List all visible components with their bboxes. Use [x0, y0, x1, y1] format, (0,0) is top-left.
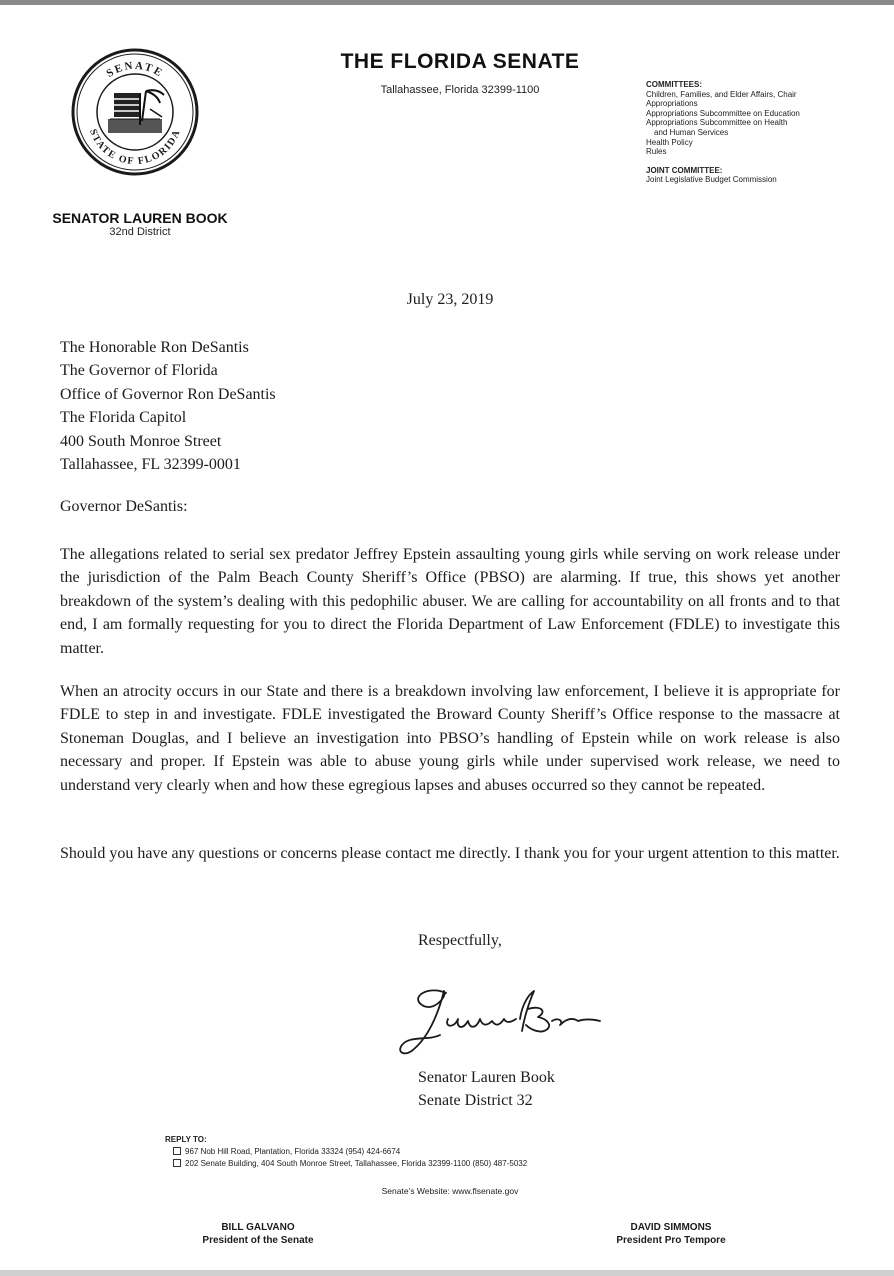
recipient-line: The Honorable Ron DeSantis [60, 339, 249, 356]
reply-line: 202 Senate Building, 404 South Monroe Street, Tallahassee, Florida 32399-1100 (850) 487-5032 [185, 1159, 528, 1168]
recipient-line: The Florida Capitol [60, 409, 187, 427]
recipient-line: The Governor of Florida [60, 362, 218, 380]
pro-tempore-name: DAVID SIMMONS [630, 1222, 712, 1233]
senate-seal-icon [70, 47, 200, 177]
reply-line: 967 Nob Hill Road, Plantation, Florida 33324 (954) 424-6674 [185, 1147, 401, 1156]
recipient-line: Office of Governor Ron DeSantis [60, 385, 276, 403]
joint-committee-item: Joint Legislative Budget Commission [646, 175, 777, 185]
sender-district: 32nd District [109, 226, 171, 238]
sender-name: SENATOR LAUREN BOOK [52, 210, 228, 226]
pro-tempore-title: President Pro Tempore [616, 1235, 726, 1246]
box-bullet-icon [173, 1147, 181, 1155]
committees-heading: COMMITTEES: [646, 80, 702, 89]
committee-item: Children, Families, and Elder Affairs, Chair [646, 89, 797, 99]
committees-list [646, 80, 886, 185]
bottom-border [0, 1270, 894, 1276]
signer-district: Senate District 32 [418, 1092, 533, 1110]
committee-item: Health Policy [646, 137, 693, 147]
body-paragraph: When an atrocity occurs in our State and there is a breakdown involving law enforcement, I believe it is appropriate for FDLE to step in and investigate. FDLE investigated the Broward County Sheriff’s Office response to the massacre at Stoneman Douglas, and I believe an investigation into PBSO’s handling of Epstein while on work release is also necessary and proper. If Epstein was able to abuse young girls while under supervised work release, we need to understand very clearly when and how these egregious lapses and abuses occurred so they cannot be repeated. [60, 683, 840, 794]
reply-heading: REPLY TO: [165, 1135, 207, 1144]
pro-tempore-block [561, 1221, 781, 1247]
top-border [0, 0, 894, 5]
joint-committee-heading: JOINT COMMITTEE: [646, 165, 723, 175]
seal-text-top: SENATE [104, 59, 166, 80]
committee-item: and Human Services [654, 127, 729, 137]
committee-item: Rules [646, 147, 667, 157]
letterhead-title: THE FLORIDA SENATE [340, 50, 580, 73]
recipient-address [60, 336, 276, 476]
committee-item: Appropriations Subcommittee on Health [646, 118, 788, 128]
body-paragraph: Should you have any questions or concerns please contact me directly. I thank you for your urgent attention to this matter. [60, 845, 840, 862]
recipient-line: 400 South Monroe Street [60, 432, 222, 450]
seal-text-bottom: STATE OF FLORIDA [87, 127, 183, 168]
signer-name: Senator Lauren Book [418, 1069, 555, 1086]
committee-item: Appropriations [646, 99, 698, 109]
letter-date: July 23, 2019 [406, 291, 494, 308]
box-bullet-icon [173, 1159, 181, 1167]
reply-to-block [165, 1134, 765, 1170]
recipient-line: Tallahassee, FL 32399-0001 [60, 456, 241, 474]
salutation: Governor DeSantis: [60, 498, 188, 515]
signer-block [418, 1066, 555, 1113]
handwritten-signature [388, 975, 618, 1063]
president-block [148, 1221, 368, 1247]
senate-website: Senate’s Website: www.flsenate.gov [381, 1186, 519, 1196]
president-name: BILL GALVANO [221, 1222, 295, 1233]
body-paragraph: The allegations related to serial sex predator Jeffrey Epstein assaulting young girls while serving on work release under the jurisdiction of the Palm Beach County Sheriff’s Office (PBSO) are alarming. If true, this shows yet another breakdown of the system’s dealing with this pedophilic abuser. We are calling for accountability on all fronts and to that end, I am formally requesting for you to direct the Florida Department of Law Enforcement (FDLE) to investigate this matter. [60, 546, 840, 657]
president-title: President of the Senate [202, 1235, 314, 1246]
sender-block [20, 210, 260, 238]
closing: Respectfully, [418, 932, 502, 949]
committee-item: Appropriations Subcommittee on Education [646, 108, 800, 118]
letterhead-address: Tallahassee, Florida 32399-1100 [380, 84, 540, 96]
